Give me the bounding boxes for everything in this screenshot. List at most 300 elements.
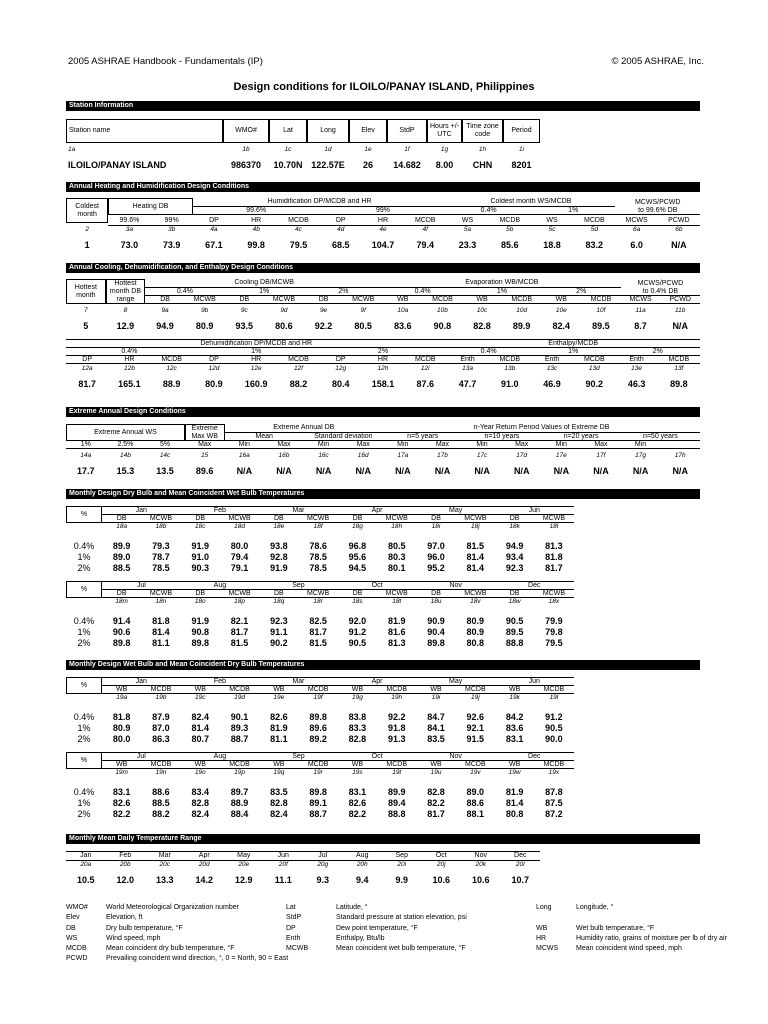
cell: 92.1 xyxy=(466,722,485,733)
cell: 80.9 xyxy=(466,615,485,626)
col-label: DB xyxy=(102,590,141,598)
legend-cell: Dry bulb temperature, °F xyxy=(106,924,183,932)
th: MCDB xyxy=(581,296,621,304)
code: 14b xyxy=(120,452,131,459)
legend-cell: Long xyxy=(536,904,552,911)
code: 19e xyxy=(273,694,285,701)
cell: 87.0 xyxy=(152,722,170,733)
cell: 81.9 xyxy=(387,615,406,626)
th: Jan xyxy=(66,851,106,861)
cell: 96.8 xyxy=(348,540,367,551)
th: Enthalpy/MCDB xyxy=(446,339,700,348)
legend-cell: MCDB xyxy=(66,945,87,953)
cell: 86.3 xyxy=(152,733,170,744)
cell: 81.4 xyxy=(466,562,485,573)
value: 88.2 xyxy=(289,379,308,389)
blank xyxy=(66,523,102,531)
code: 3a xyxy=(125,226,134,233)
month-label: Jul xyxy=(102,752,181,761)
cell: 83.4 xyxy=(191,786,209,797)
th: HR xyxy=(362,356,404,364)
th: n=5 years xyxy=(383,433,462,441)
th: Max xyxy=(343,441,383,449)
spacer xyxy=(66,531,700,540)
code: 19t xyxy=(392,769,402,776)
cell: 81.9 xyxy=(270,722,288,733)
code: 6b xyxy=(675,226,683,233)
station-h: WMO# xyxy=(223,119,269,143)
cell: 84.7 xyxy=(427,711,445,722)
value: 67.1 xyxy=(205,240,223,250)
th: Enth xyxy=(531,356,573,364)
cell: 80.9 xyxy=(466,626,485,637)
code: 18a xyxy=(116,523,128,530)
station-h: Lat xyxy=(269,119,307,143)
value: 90.8 xyxy=(433,321,452,331)
cell: 79.4 xyxy=(230,551,249,562)
cell: 91.9 xyxy=(191,540,209,551)
code: 5a xyxy=(463,226,472,233)
pct-label: % xyxy=(66,752,102,769)
col-label: WB xyxy=(416,686,455,694)
code: 4b xyxy=(252,226,260,233)
value: 83.6 xyxy=(394,321,412,331)
page-title: Design conditions for ILOILO/PANAY ISLAND, Philippines xyxy=(233,81,535,93)
cell: 81.7 xyxy=(230,626,249,637)
value: N/A xyxy=(593,466,609,476)
month-header-row xyxy=(66,677,700,694)
code: 12f xyxy=(293,365,303,372)
station-h: Hours +/- UTC xyxy=(427,119,462,143)
value: 11.1 xyxy=(274,875,292,885)
code: 15 xyxy=(201,452,209,459)
code: 19n xyxy=(155,769,167,776)
value: 165.1 xyxy=(118,379,141,389)
th: WB xyxy=(542,296,582,304)
code: 18n xyxy=(155,598,167,605)
code: 14a xyxy=(80,452,92,459)
code: 18h xyxy=(391,523,403,530)
monthly-db-table[interactable] xyxy=(66,506,700,648)
section-bar-cooling: Annual Cooling, Dehumidification, and Enthalpy Design Conditions xyxy=(66,263,700,273)
th: Dehumidification DP/MCDB and HR xyxy=(66,339,446,348)
th: HR xyxy=(235,217,277,226)
code: 20h xyxy=(356,861,368,868)
th: WB xyxy=(462,296,502,304)
cell: 89.6 xyxy=(309,722,327,733)
code: 6a xyxy=(632,226,641,233)
legend-cell xyxy=(536,954,576,964)
code: 12b xyxy=(123,365,135,372)
code-row xyxy=(66,769,700,777)
cell: 0.4% xyxy=(73,786,95,797)
code: 16a xyxy=(238,452,250,459)
value: 81.7 xyxy=(78,379,96,389)
cell: 82.6 xyxy=(348,797,367,808)
code: 20c xyxy=(159,861,170,868)
value: N/A xyxy=(632,466,649,476)
cell: 78.5 xyxy=(152,562,170,573)
th: to 99.6% DB xyxy=(615,207,700,215)
code: 18d xyxy=(234,523,245,530)
code: 19u xyxy=(430,769,442,776)
cell: 94.9 xyxy=(505,540,524,551)
cell: 81.8 xyxy=(545,551,563,562)
th: MCWB xyxy=(185,296,225,304)
month-header-row xyxy=(66,506,700,523)
value: 89.8 xyxy=(670,379,688,389)
col-label: MCDB xyxy=(141,761,180,769)
code: 19d xyxy=(234,694,245,701)
th: Enth xyxy=(615,356,657,364)
station-h: Period xyxy=(503,119,540,143)
code: 1g xyxy=(440,146,449,153)
th: WS xyxy=(531,217,573,226)
header-right: © 2005 ASHRAE, Inc. xyxy=(611,56,704,67)
month-block xyxy=(66,581,700,648)
th: 2.5% xyxy=(106,441,146,449)
code: 19x xyxy=(548,769,560,776)
th: MCDB xyxy=(489,217,531,226)
data-row xyxy=(66,615,700,626)
month-label: Apr xyxy=(338,506,417,515)
legend-cell: StdP xyxy=(286,914,302,922)
code: 19q xyxy=(273,769,285,776)
th: Extreme Annual DB xyxy=(225,424,384,433)
cell: 88.5 xyxy=(112,562,131,573)
legend-cell: MCWB xyxy=(286,945,309,953)
value: 9.4 xyxy=(355,875,369,885)
code: 19c xyxy=(195,694,206,701)
cell: 91.2 xyxy=(348,626,367,637)
th: HR xyxy=(235,356,277,364)
station-name-value: ILOILO/PANAY ISLAND xyxy=(68,160,167,170)
code: 10a xyxy=(397,307,409,314)
code-row xyxy=(66,598,700,606)
legend-cell: Prevailing coincident wind direction, °, 0 = North, 90 = East xyxy=(106,955,289,963)
value: 99.8 xyxy=(247,240,265,250)
cell: 82.5 xyxy=(309,615,327,626)
col-label: MCWB xyxy=(220,515,259,523)
cell: 89.3 xyxy=(230,722,249,733)
code: 17b xyxy=(437,452,448,459)
code: 13b xyxy=(504,365,516,372)
month-header-row xyxy=(66,752,700,769)
month-label: Jan xyxy=(102,506,181,515)
code: 18r xyxy=(313,598,323,605)
value: 46.9 xyxy=(543,379,561,389)
value: 12.9 xyxy=(234,875,253,885)
code: 20b xyxy=(119,861,131,868)
th: 0.4% xyxy=(446,348,531,356)
th: to 0.4% DB xyxy=(621,288,700,296)
cell: 90.4 xyxy=(427,626,445,637)
th: Min xyxy=(383,441,423,449)
legend-cell: Mean coincident wet bulb temperature, °F xyxy=(336,945,466,953)
blank xyxy=(66,769,102,777)
value: N/A xyxy=(672,321,688,331)
th: 2% xyxy=(542,288,621,296)
th: Max xyxy=(264,441,304,449)
value: 8201 xyxy=(511,160,532,170)
legend-cell: Lat xyxy=(286,904,296,911)
value: 10.6 xyxy=(432,875,451,885)
cell: 80.7 xyxy=(191,733,209,744)
code: 19h xyxy=(391,694,403,701)
th: Aug xyxy=(343,851,383,861)
cell: 91.9 xyxy=(191,615,209,626)
cell: 89.9 xyxy=(112,540,131,551)
code: 9a xyxy=(161,307,169,314)
th: MCDB xyxy=(151,356,193,364)
code: 1d xyxy=(324,146,332,153)
th: MCDB xyxy=(404,217,446,226)
code: 18x xyxy=(548,598,560,605)
th: 2% xyxy=(320,348,447,356)
th: Max xyxy=(581,441,621,449)
code: 20l xyxy=(515,861,525,868)
code: 9f xyxy=(360,307,366,314)
col-label: WB xyxy=(259,761,298,769)
station-h: Time zone code xyxy=(462,119,503,143)
cell: 81.5 xyxy=(230,637,249,648)
th: MCDB xyxy=(658,356,700,364)
code: 18g xyxy=(352,523,363,530)
cell: 91.5 xyxy=(466,733,485,744)
value: 5 xyxy=(83,321,89,331)
th: Min xyxy=(304,441,344,449)
code: 18c xyxy=(195,523,206,530)
month-label: Jan xyxy=(102,677,181,686)
value: 79.4 xyxy=(416,240,435,250)
col-label: DB xyxy=(416,515,455,523)
legend-cell: Longitude, ° xyxy=(576,904,614,911)
cell: 81.7 xyxy=(309,626,327,637)
heating-table xyxy=(66,198,700,256)
cell: 90.5 xyxy=(348,637,367,648)
value: 46.3 xyxy=(627,379,646,389)
cell: 97.0 xyxy=(427,540,445,551)
cell: 89.5 xyxy=(505,626,524,637)
cell: 96.0 xyxy=(427,551,445,562)
th: 2% xyxy=(304,288,383,296)
cell: 89.8 xyxy=(309,711,327,722)
value: 15.3 xyxy=(116,466,135,476)
code: 19p xyxy=(234,769,245,776)
value: 80.4 xyxy=(331,379,350,389)
cell: 81.4 xyxy=(466,551,485,562)
th: Hottest month xyxy=(66,279,106,304)
month-label: Nov xyxy=(416,581,495,590)
month-label: Feb xyxy=(181,506,260,515)
legend-cell: Standard pressure at station elevation, psi xyxy=(336,914,467,922)
code: 1e xyxy=(364,146,372,153)
code: 13c xyxy=(546,365,558,372)
code: 9e xyxy=(319,307,328,314)
month-block xyxy=(66,506,700,573)
th: 99.6% xyxy=(193,207,320,215)
th: Nov xyxy=(461,851,501,861)
code: 13d xyxy=(588,365,600,372)
code: 12a xyxy=(81,365,93,372)
cell: 81.8 xyxy=(152,615,170,626)
code: 11a xyxy=(635,307,646,314)
cell: 81.3 xyxy=(545,540,563,551)
cell: 1% xyxy=(77,626,91,637)
th: DB xyxy=(304,296,344,304)
th: 1% xyxy=(225,288,304,296)
legend-cell: Enthalpy, Btu/lb xyxy=(336,934,385,942)
value: 10.6 xyxy=(471,875,490,885)
value: 83.2 xyxy=(585,240,604,250)
code: 19j xyxy=(470,694,480,701)
monthly-wb-table[interactable] xyxy=(66,677,700,819)
cell: 88.2 xyxy=(152,808,170,819)
section-bar-station: Station Information xyxy=(66,101,700,111)
code-row xyxy=(66,694,700,702)
th: Apr xyxy=(185,851,225,861)
section-bar-heating: Annual Heating and Humidification Design Conditions xyxy=(66,182,700,192)
spacer xyxy=(66,702,700,711)
cell: 80.8 xyxy=(505,808,524,819)
value: 9.9 xyxy=(395,875,408,885)
data-row xyxy=(66,722,700,733)
code: 9b xyxy=(201,307,209,314)
cell: 79.1 xyxy=(230,562,249,573)
cell: 82.4 xyxy=(191,711,209,722)
th: Min xyxy=(225,441,265,449)
value: 14.2 xyxy=(195,875,214,885)
cell: 82.8 xyxy=(348,733,367,744)
code: 20j xyxy=(436,861,446,868)
code: 18u xyxy=(430,598,442,605)
th: Max xyxy=(502,441,542,449)
code: 1b xyxy=(242,146,250,153)
value: N/A xyxy=(513,466,530,476)
cell: 92.8 xyxy=(270,551,288,562)
cell: 83.5 xyxy=(427,733,445,744)
pct-label: % xyxy=(66,677,102,694)
col-label: MCWB xyxy=(141,590,180,598)
col-label: MCDB xyxy=(298,686,337,694)
abbreviation-legend xyxy=(66,903,727,965)
th: 1% xyxy=(66,441,106,449)
code: 19w xyxy=(508,769,521,776)
cell: 89.1 xyxy=(309,797,327,808)
col-label: DB xyxy=(181,515,220,523)
cell: 83.5 xyxy=(270,786,288,797)
cell: 91.0 xyxy=(191,551,209,562)
legend-cell: Mean coincident wind speed, mph xyxy=(576,945,682,953)
value: 80.9 xyxy=(195,321,214,331)
cell: 90.8 xyxy=(191,626,209,637)
cell: 2% xyxy=(77,733,91,744)
value: 80.6 xyxy=(275,321,293,331)
month-label: May xyxy=(416,506,495,515)
cell: 80.8 xyxy=(466,637,485,648)
col-label: WB xyxy=(416,761,455,769)
th: DP xyxy=(193,356,235,364)
legend-cell: DB xyxy=(66,924,76,932)
code: 17d xyxy=(516,452,528,459)
cell: 81.4 xyxy=(152,626,170,637)
cell: 2% xyxy=(77,808,91,819)
value: N/A xyxy=(474,466,490,476)
spacer xyxy=(66,777,700,786)
month-label: Mar xyxy=(259,677,338,686)
col-label: MCWB xyxy=(141,515,180,523)
value: N/A xyxy=(671,240,687,250)
th: Min xyxy=(542,441,582,449)
value: 79.5 xyxy=(289,240,308,250)
value: 13.3 xyxy=(155,875,174,885)
cell: 81.6 xyxy=(387,626,406,637)
col-label: MCWB xyxy=(220,590,259,598)
code: 18i xyxy=(431,523,441,530)
value: 8.00 xyxy=(435,160,454,170)
value: 26 xyxy=(362,160,373,170)
cell: 81.1 xyxy=(152,637,170,648)
cell: 87.2 xyxy=(545,808,563,819)
month-block xyxy=(66,752,700,819)
cell: 83.3 xyxy=(348,722,367,733)
col-label: WB xyxy=(338,686,377,694)
code: 10f xyxy=(596,307,606,314)
code: 19g xyxy=(352,694,363,701)
cell: 78.7 xyxy=(152,551,170,562)
col-label: MCWB xyxy=(298,515,337,523)
col-label: MCWB xyxy=(534,590,573,598)
value: 12.9 xyxy=(116,321,135,331)
th: Jun xyxy=(264,851,304,861)
legend-cell: WMO# xyxy=(66,904,88,911)
value: 68.5 xyxy=(331,240,350,250)
col-label: DB xyxy=(259,590,298,598)
value: 82.8 xyxy=(473,321,491,331)
value: 17.7 xyxy=(77,466,95,476)
code: 14c xyxy=(159,452,171,459)
month-label: Jul xyxy=(102,581,181,590)
th: Coldest month xyxy=(66,198,108,223)
col-label: DB xyxy=(416,590,455,598)
code: 18p xyxy=(234,598,245,605)
code: 19a xyxy=(116,694,128,701)
cell: 81.4 xyxy=(505,797,524,808)
cell: 79.5 xyxy=(545,637,563,648)
cell: 90.9 xyxy=(427,615,445,626)
value: 158.1 xyxy=(371,379,395,389)
cell: 92.3 xyxy=(505,562,524,573)
legend-cell: Mean coincident dry bulb temperature, °F xyxy=(106,945,235,953)
col-label: WB xyxy=(181,761,220,769)
cell: 90.0 xyxy=(545,733,563,744)
cell: 81.4 xyxy=(191,722,209,733)
th: Oct xyxy=(422,851,462,861)
code: 20g xyxy=(317,861,329,868)
code: 1c xyxy=(284,146,292,153)
value: N/A xyxy=(355,466,371,476)
cell: 88.6 xyxy=(152,786,170,797)
th: Max xyxy=(423,441,463,449)
month-label: Nov xyxy=(416,752,495,761)
col-label: MCDB xyxy=(141,686,180,694)
station-h: Long xyxy=(307,119,349,143)
cell: 0.4% xyxy=(73,540,95,551)
code: 16b xyxy=(278,452,290,459)
th: 99% xyxy=(151,217,193,226)
code: 18f xyxy=(313,523,323,530)
col-label: WB xyxy=(259,686,298,694)
